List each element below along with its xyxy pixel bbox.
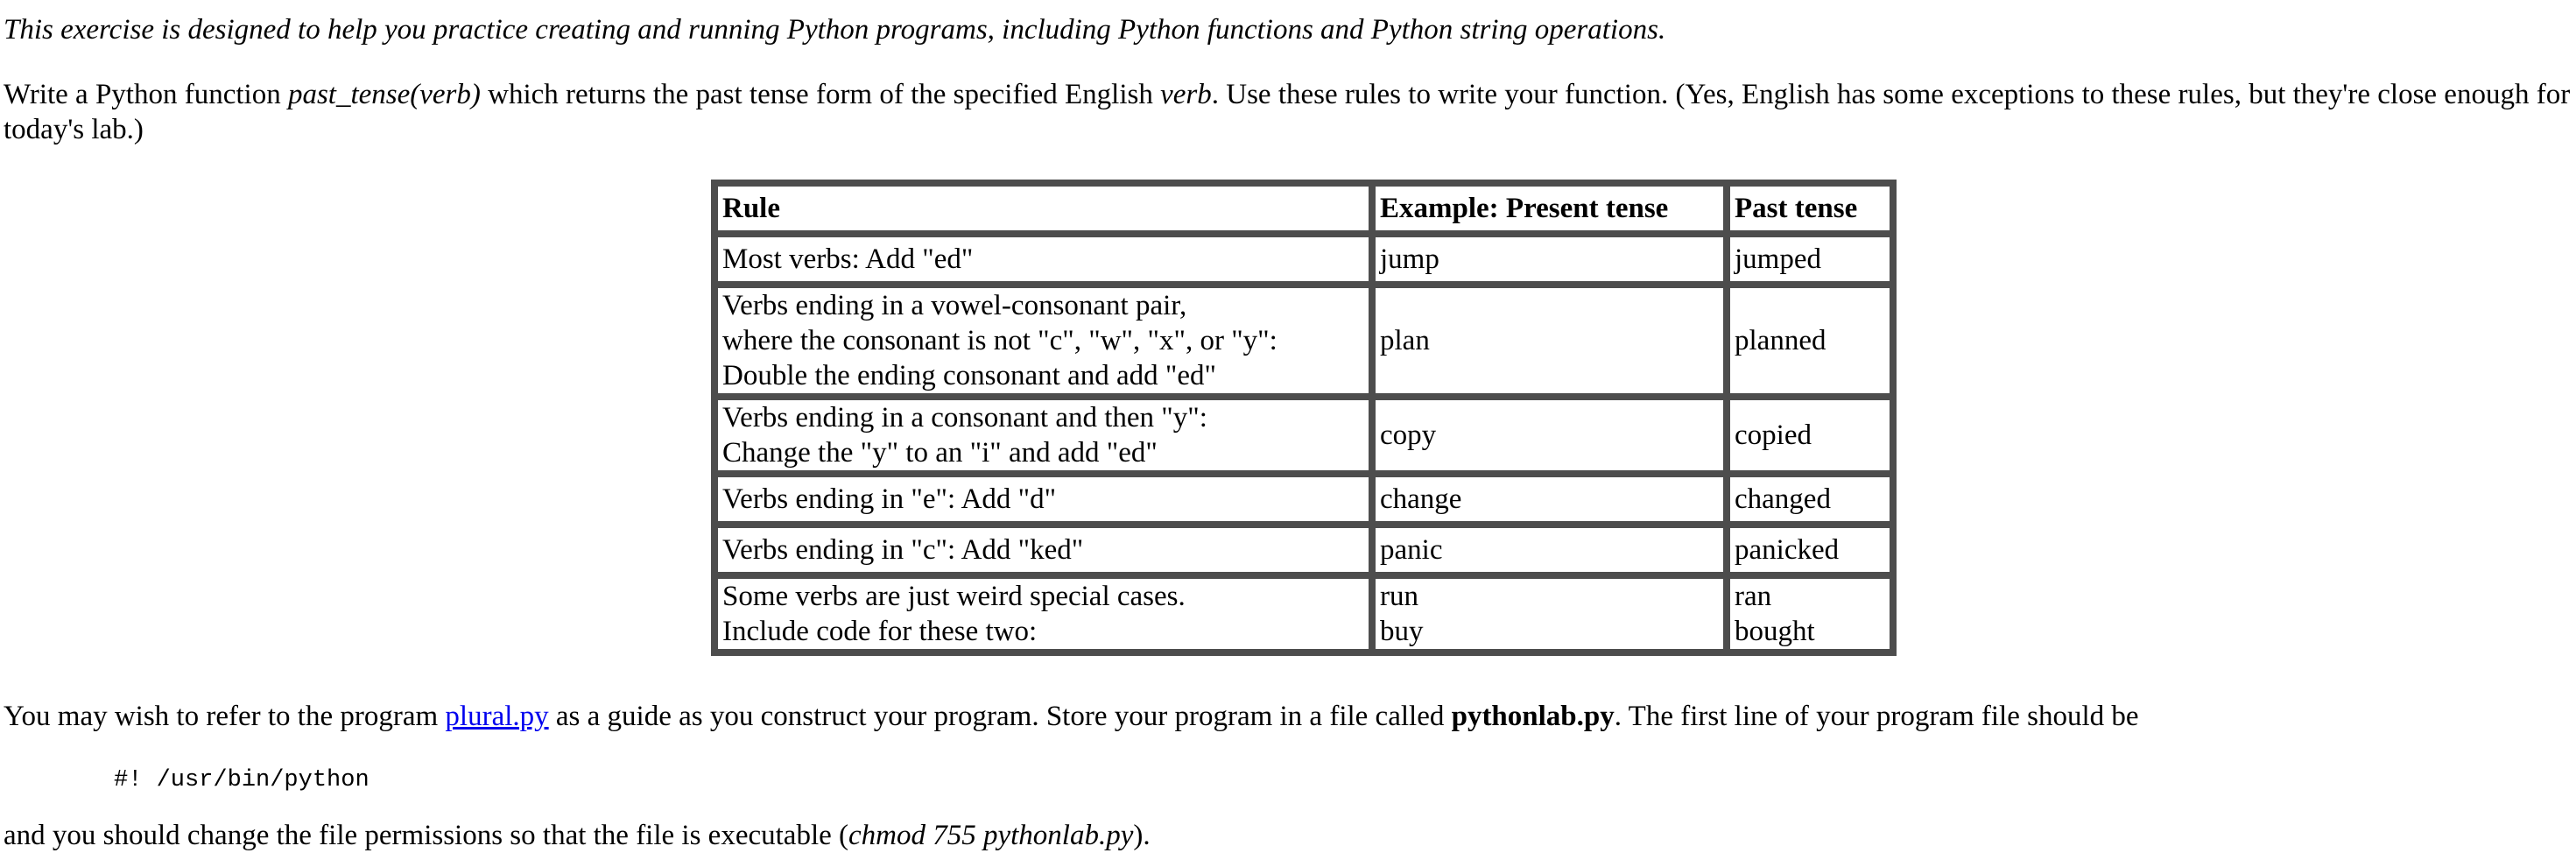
rule-text: Verbs ending in a consonant and then "y":	[722, 402, 1207, 434]
instructions-text-3: . Use these rules to write your function. (Yes, English has some exceptions to these rules, but they're close enough for today's lab.)	[4, 79, 2571, 145]
header-rule: Rule	[714, 183, 1372, 234]
past-cell	[1727, 397, 1893, 474]
rule-cell	[714, 575, 1372, 652]
rule-cell	[714, 525, 1372, 575]
present-cell	[1372, 474, 1727, 525]
rule-text: Double the ending consonant and add "ed"	[722, 360, 1216, 391]
rule-text: Verbs ending in a vowel-consonant pair,	[722, 290, 1187, 321]
table-row	[714, 525, 1893, 575]
guide-text-3: . The first line of your program file should be	[1614, 701, 2139, 732]
verb-word: verb	[1160, 79, 1212, 110]
present-example: buy	[1380, 616, 1424, 647]
guide-text-1: You may wish to refer to the program	[4, 701, 446, 732]
present-cell	[1372, 575, 1727, 652]
rule-text: where the consonant is not "c", "w", "x", or "y":	[722, 325, 1277, 356]
program-filename: pythonlab.py	[1451, 701, 1615, 732]
table-header-row	[714, 183, 1893, 234]
past-cell	[1727, 575, 1893, 652]
table-row	[714, 397, 1893, 474]
past-cell	[1727, 525, 1893, 575]
rule-cell	[714, 234, 1372, 285]
past-example: ran	[1735, 581, 1772, 612]
instructions-text-2: which returns the past tense form of the specified English	[480, 79, 1161, 110]
rule-cell	[714, 474, 1372, 525]
instructions-text-1: Write a Python function	[4, 79, 288, 110]
rule-text: Include code for these two:	[722, 616, 1038, 647]
intro-text: This exercise is designed to help you practice creating and running Python programs, including Python functions and Python string operations.	[4, 14, 1666, 46]
instructions-paragraph	[4, 77, 2571, 147]
table-row	[714, 474, 1893, 525]
present-cell	[1372, 397, 1727, 474]
present-example: run	[1380, 581, 1418, 612]
permissions-text-1: and you should change the file permissions so that the file is executable (	[4, 820, 848, 851]
permissions-text-2: ).	[1133, 820, 1151, 851]
header-past-tense: Past tense	[1727, 183, 1893, 234]
table-row	[714, 234, 1893, 285]
chmod-command: chmod 755 pythonlab.py	[848, 820, 1134, 851]
table-row	[714, 575, 1893, 652]
past-example: jumped	[1735, 243, 1821, 275]
present-example: copy	[1380, 419, 1437, 451]
guide-paragraph	[4, 699, 2139, 734]
present-example: jump	[1380, 243, 1439, 275]
plural-py-link[interactable]: plural.py	[445, 701, 549, 732]
present-cell	[1372, 234, 1727, 285]
present-example: change	[1380, 483, 1462, 515]
rule-text: Verbs ending in "c": Add "ked"	[722, 534, 1084, 566]
past-example: planned	[1735, 325, 1826, 356]
past-example: bought	[1735, 616, 1815, 647]
rule-text: Most verbs: Add "ed"	[722, 243, 974, 275]
permissions-paragraph	[4, 818, 1151, 853]
present-cell	[1372, 525, 1727, 575]
rule-text: Change the "y" to an "i" and add "ed"	[722, 437, 1158, 469]
shebang-code-line: #! /usr/bin/python	[114, 767, 370, 793]
present-example: panic	[1380, 534, 1443, 566]
past-example: copied	[1735, 419, 1812, 451]
guide-text-2: as a guide as you construct your program. Store your program in a file called	[548, 701, 1452, 732]
rule-cell	[714, 397, 1372, 474]
present-cell	[1372, 285, 1727, 397]
past-example: changed	[1735, 483, 1831, 515]
rule-text: Some verbs are just weird special cases.	[722, 581, 1186, 612]
past-cell	[1727, 234, 1893, 285]
rule-text: Verbs ending in "e": Add "d"	[722, 483, 1057, 515]
rules-table	[711, 180, 1897, 656]
rule-cell	[714, 285, 1372, 397]
past-cell	[1727, 474, 1893, 525]
table-row	[714, 285, 1893, 397]
present-example: plan	[1380, 325, 1430, 356]
header-present-tense: Example: Present tense	[1372, 183, 1727, 234]
function-name: past_tense(verb)	[287, 79, 481, 110]
past-example: panicked	[1735, 534, 1840, 566]
past-cell	[1727, 285, 1893, 397]
